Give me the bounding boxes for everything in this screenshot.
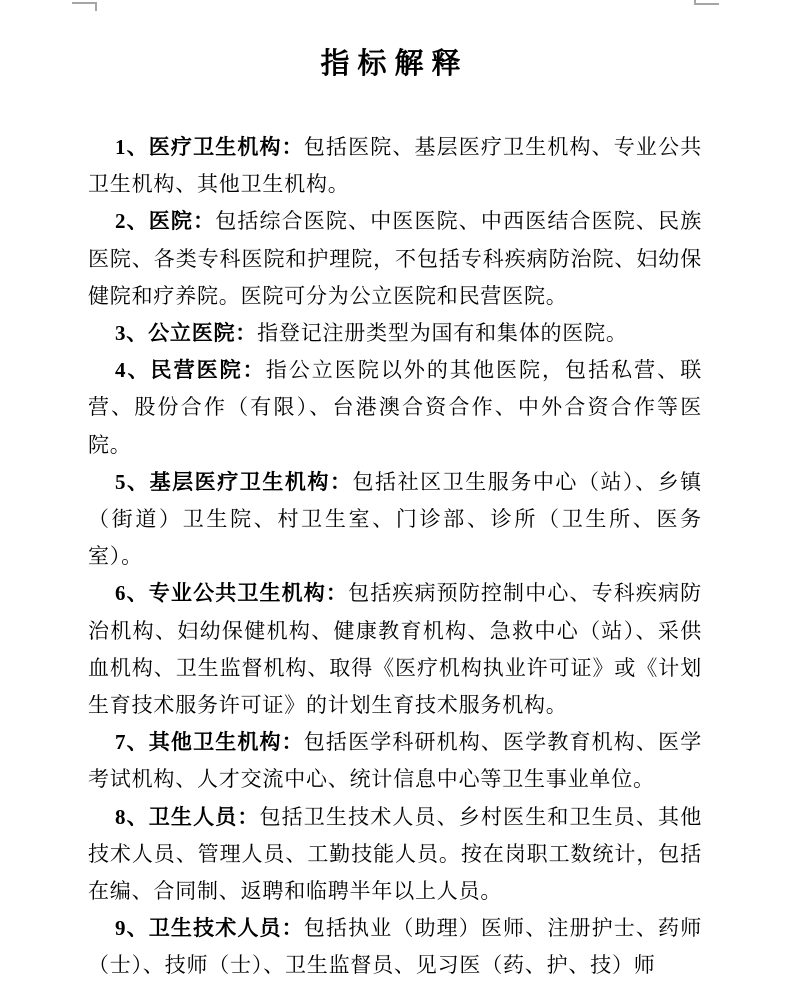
definition-item-5 <box>88 464 702 576</box>
definition-text: 包括综合医院、中医医院、中西医结合医院、民族医院、各类专科医院和护理院，不包括专科疾病防治院、妇幼保健院和疗养院。医院可分为公立医院和民营医院。 <box>88 209 702 308</box>
definition-term: 8、卫生人员： <box>115 804 260 829</box>
definition-item-3 <box>88 315 702 352</box>
definition-text: 包括医学科研机构、医学教育机构、医学考试机构、人才交流中心、统计信息中心等卫生事业单位。 <box>88 730 702 792</box>
definition-term: 3、公立医院： <box>115 321 258 346</box>
definition-text: 包括医院、基层医疗卫生机构、专业公共卫生机构、其他卫生机构。 <box>88 135 702 197</box>
page-title: 指标解释 <box>320 48 469 80</box>
document-body <box>88 129 702 978</box>
definition-item-6 <box>88 575 702 724</box>
margin-crop-mark-top-right <box>694 0 719 5</box>
definition-text: 指公立医院以外的其他医院，包括私营、联营、股份合作（有限）、台港澳合资合作、中外合资合作等医院。 <box>88 358 702 457</box>
definition-text: 包括社区卫生服务中心（站）、乡镇（街道）卫生院、村卫生室、门诊部、诊所（卫生所、医务室）。 <box>88 469 702 569</box>
definition-term: 2、医院： <box>115 209 216 234</box>
definition-term: 4、民营医院： <box>115 358 266 383</box>
definition-text: 包括疾病预防控制中心、专科疾病防治机构、妇幼保健机构、健康教育机构、急救中心（站）、采供血机构、卫生监督机构、取得《医疗机构执业许可证》或《计划生育技术服务许可证》的计划生育技术服务机构。 <box>88 581 702 718</box>
definition-term: 7、其他卫生机构： <box>115 730 304 755</box>
definition-term: 9、卫生技术人员： <box>115 916 304 941</box>
definition-text: 包括卫生技术人员、乡村医生和卫生员、其他技术人员、管理人员、工勤技能人员。按在岗职工数统计，包括在编、合同制、返聘和临聘半年以上人员。 <box>88 804 702 904</box>
definition-item-8 <box>88 799 702 911</box>
definition-item-9 <box>88 910 702 984</box>
definition-item-2 <box>88 203 702 315</box>
definition-text: 包括执业（助理）医师、注册护士、药师（士）、技师（士）、卫生监督员、见习医（药、护、技）师 <box>88 916 702 978</box>
definition-item-4 <box>88 352 702 464</box>
definition-term: 1、医疗卫生机构： <box>115 135 304 159</box>
definition-text: 指登记注册类型为国有和集体的医院。 <box>257 321 628 346</box>
definition-item-1 <box>88 129 702 203</box>
definition-item-7 <box>88 724 702 798</box>
definition-term: 6、专业公共卫生机构： <box>115 581 349 606</box>
margin-crop-mark-top-left <box>72 2 97 11</box>
definition-term: 5、基层医疗卫生机构： <box>115 469 353 494</box>
